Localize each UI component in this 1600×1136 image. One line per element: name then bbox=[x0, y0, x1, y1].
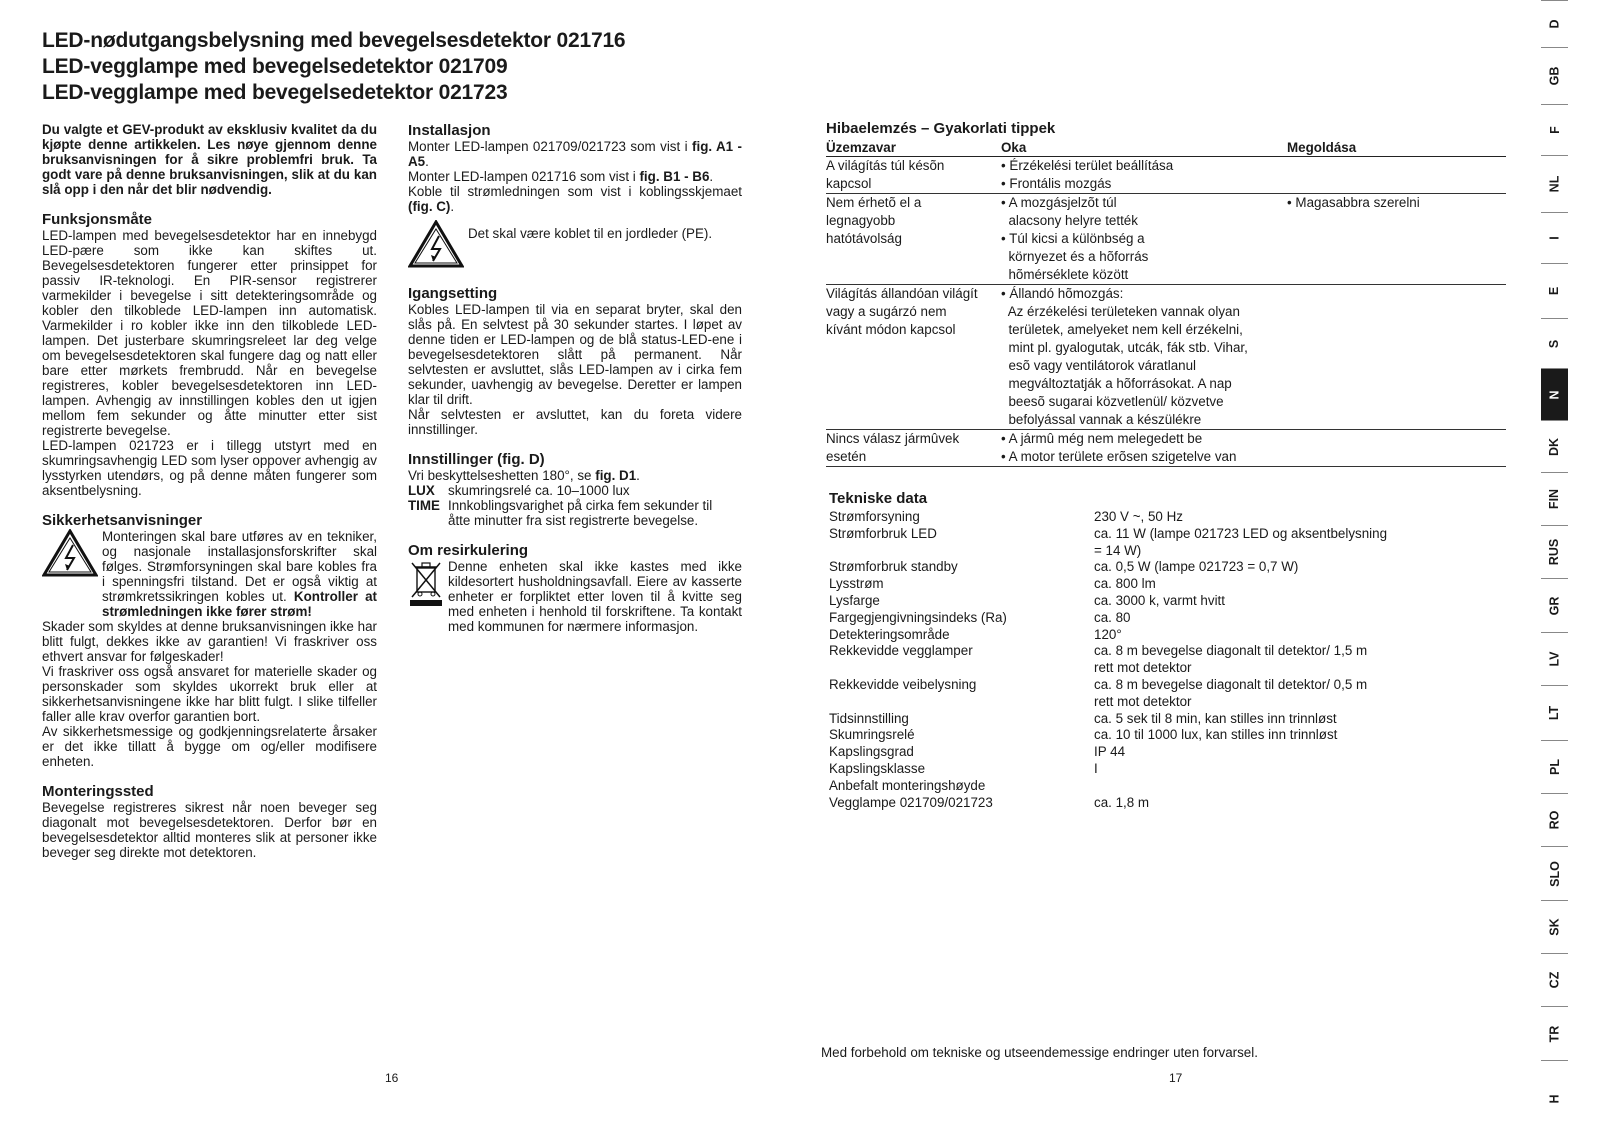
language-tab-label: LV bbox=[1547, 651, 1562, 667]
table-row bbox=[826, 430, 1506, 467]
tech-row bbox=[829, 711, 1389, 728]
tech-row bbox=[829, 509, 1389, 526]
language-tab-e[interactable] bbox=[1541, 263, 1568, 318]
language-tab-slo[interactable] bbox=[1541, 846, 1568, 900]
tech-label: Strømforbruk standby bbox=[829, 559, 958, 575]
table-row bbox=[826, 157, 1506, 194]
language-tab-label: S bbox=[1547, 339, 1562, 348]
cause-text: Az érzékelési területeken vannak olyan bbox=[1001, 304, 1240, 319]
tech-row bbox=[829, 677, 1389, 711]
document-titles bbox=[42, 28, 802, 106]
cause-text: környezet és a hõforrás bbox=[1001, 249, 1149, 264]
tech-value: 230 V ~, 50 Hz bbox=[1094, 509, 1183, 524]
safety-warning-block bbox=[42, 529, 377, 619]
tech-row bbox=[829, 761, 1389, 778]
settings-line-1: Vri beskyttelseshetten 180°, se bbox=[408, 468, 596, 483]
problem-text: kapcsol bbox=[826, 176, 872, 191]
cause-text: hõmérséklete között bbox=[1001, 267, 1129, 282]
settings-fig-d1: fig. D1 bbox=[595, 468, 637, 483]
solution-text bbox=[1287, 430, 1506, 467]
install-line-2: Monter LED-lampen 021716 som vist i bbox=[408, 169, 640, 184]
tech-label: Lysstrøm bbox=[829, 576, 884, 592]
language-tab-s[interactable] bbox=[1541, 318, 1568, 368]
language-tab-rus[interactable] bbox=[1541, 525, 1568, 578]
montering-paragraph: Bevegelse registreres sikrest når noen beveger seg diagonalt mot bevegelsesdetektoren. Derfor bør en bevegelsesdetektor alltid monteres slik at personer ikke beveger seg direkte mot detektoren. bbox=[42, 800, 377, 860]
language-tab-label: SK bbox=[1547, 918, 1562, 936]
problem-text: Nincs válasz jármûvek bbox=[826, 431, 960, 446]
heading-resirkulering: Om resirkulering bbox=[408, 542, 529, 559]
tech-label: Vegglampe 021709/021723 bbox=[829, 794, 993, 810]
language-tabs bbox=[1541, 0, 1568, 1136]
left-column bbox=[42, 122, 377, 860]
middle-column: Installasjon Monter LED-lampen 021709/021723 som vist i fig. A1 - A5. Monter LED-lampen 021716 som vist i fig. B1 - B6. Koble til strømledningen som vist i koblingsskjemaet (fig. C). Det skal være koblet til en jordleder (PE). Igangsetting Kobles LED-lampen til via en separat bryter, skal den slås på. En selvtest på 30 sekunder startes. I løpet av denne tiden er LED-lampen og de blå status-LED-ene i bevegelsesdetektoren slått på permanent. Når selvtesten er avsluttet, slås LED-lampen av i cirka fem sekunder, uavhengig av bevegelse. Deretter er lampen klar til drift. Når selvtesten er avsluttet, kan du foreta videre innstillinger. Innstillinger (fig. D) Vri beskyttelseshetten 180°, se fig. D1. LUX skumringsrelé ca. 10–1000 lux TIME Innkoblingsvarighet på cirka fem sekunder til åtte minutter fra sist registrerte bevegelse. Om resirkulering Denne enheten skal ikke kastes med ikke kildesortert husholdningsavfall. Eiere av kasserte enheter er forpliktet etter loven til å kvitte seg med enheten i henhold til forskriftene. Ta kontakt med kommunen for nærmere informasjon. bbox=[408, 122, 742, 634]
tech-label: Anbefalt monteringshøyde bbox=[829, 777, 986, 793]
tech-value: ca. 1,8 m bbox=[1094, 794, 1150, 810]
heading-innstillinger: Innstillinger (fig. D) bbox=[408, 451, 545, 468]
tech-value: ca. 800 lm bbox=[1094, 576, 1156, 592]
page-number-left: 16 bbox=[385, 1071, 399, 1085]
troubleshooting-heading: Hibaelemzés – Gyakorlati tippek bbox=[826, 120, 1056, 137]
tech-label: Rekkevidde vegglamper bbox=[829, 643, 973, 659]
cause-text: • A motor területe erõsen szigetelve van bbox=[1001, 449, 1237, 464]
funksjon-paragraph-1: LED-lampen med bevegelsesdetektor har en innebygd LED-pære som ikke kan skiftes ut. Bevegelsesdetektoren fungerer etter prinsippet for passiv IR-teknologi. En PIR-sensor registrerer varmekilder i bevegelse i sitt detekteringsområde og kobler den tilkoblede LED-lampen inn automatisk. Varmekilder i ro kobler ikke inn den tilkoblede LED-lampen. Det justerbare skumringsreleet lar deg velge om bevegelsesdetektoren skal fungere dag og natt eller bare etter mørkets frembrudd. Når en bevegelse registreres, kobler bevegelsesdetektoren inn LED-lampen. Avhengig av innstillingen kobles den ut igjen mellom fem sekunder og åtte minutter etter sist registrerte bevegelse. bbox=[42, 228, 377, 438]
tech-label: Skumringsrelé bbox=[829, 727, 915, 743]
language-tab-pl[interactable] bbox=[1541, 740, 1568, 793]
language-tab-label: N bbox=[1547, 389, 1562, 400]
problem-text: vagy a sugárzó nem bbox=[826, 304, 947, 319]
crossed-bin-icon bbox=[408, 559, 446, 610]
technical-data-list bbox=[829, 509, 1389, 811]
igangsetting-paragraph-2: Når selvtesten er avsluttet, kan du foreta videre innstillinger. bbox=[408, 407, 742, 437]
tech-label: Rekkevidde veibelysning bbox=[829, 676, 977, 692]
tech-value: I bbox=[1094, 760, 1098, 776]
tech-row bbox=[829, 795, 1389, 812]
language-tab-n[interactable] bbox=[1541, 368, 1568, 420]
install-line-3: Koble til strømledningen som vist i koblingsskjemaet bbox=[408, 184, 742, 199]
cause-text: befolyással vannak a készülékre bbox=[1001, 412, 1202, 427]
language-tab-label: PL bbox=[1547, 759, 1562, 775]
language-tab-label: DK bbox=[1547, 437, 1562, 456]
table-row bbox=[826, 194, 1506, 285]
safety-paragraph-2: Skader som skyldes at denne bruksanvisningen ikke har blitt fulgt, dekkes ikke av garantien! Vi fraskriver oss ethvert ansvar for følgeskader! bbox=[42, 619, 377, 664]
language-tab-label: CZ bbox=[1547, 971, 1562, 989]
language-tab-sk[interactable] bbox=[1541, 900, 1568, 953]
tech-row bbox=[829, 576, 1389, 593]
tech-label: Strømforbruk LED bbox=[829, 525, 937, 541]
tech-row bbox=[829, 559, 1389, 576]
column-header-cause: Oka bbox=[1001, 140, 1287, 157]
tech-value: ca. 8 m bevegelse diagonalt til detektor/ 1,5 m rett mot detektor bbox=[1094, 643, 1368, 676]
footnote: Med forbehold om tekniske og utseendemessige endringer uten forvarsel. bbox=[821, 1045, 1258, 1060]
tech-value: ca. 0,5 W (lampe 021723 = 0,7 W) bbox=[1094, 559, 1299, 575]
language-tab-fin[interactable] bbox=[1541, 472, 1568, 525]
problem-text: A világítás túl késõn bbox=[826, 158, 945, 173]
language-tab-f[interactable] bbox=[1541, 104, 1568, 155]
intro-paragraph: Du valgte et GEV-produkt av eksklusiv kvalitet da du kjøpte denne artikkelen. Les nøye gjennom denne bruksanvisningen for å sikre problemfri bruk. Ta godt vare på denne bruksanvisningen, slik at du kan slå opp i den når det blir nødvendig. bbox=[42, 122, 377, 197]
problem-text: kívánt módon kapcsol bbox=[826, 322, 956, 337]
tech-value: ca. 80 bbox=[1094, 609, 1131, 625]
recycle-block bbox=[408, 559, 742, 634]
tech-value: ca. 8 m bevegelse diagonalt til detektor/ 0,5 m rett mot detektor bbox=[1094, 676, 1368, 709]
heading-installasjon: Installasjon bbox=[408, 122, 491, 139]
cause-text: területek, amelyeket nem kell érzékelni, bbox=[1001, 322, 1243, 337]
language-tab-ro[interactable] bbox=[1541, 793, 1568, 846]
tech-label: Kapslingsklasse bbox=[829, 760, 926, 776]
tech-value bbox=[1094, 778, 1389, 795]
language-tab-lt[interactable] bbox=[1541, 685, 1568, 740]
cause-text: alacsony helyre tették bbox=[1001, 213, 1138, 228]
tech-value: IP 44 bbox=[1094, 744, 1126, 760]
technical-data-heading: Tekniske data bbox=[829, 490, 928, 507]
cause-text: esõ vagy ventilátorok váratlanul bbox=[1001, 358, 1197, 373]
language-tab-nl[interactable] bbox=[1541, 155, 1568, 212]
tech-label: Lysfarge bbox=[829, 592, 880, 608]
tech-row bbox=[829, 627, 1389, 644]
lux-value: skumringsrelé ca. 10–1000 lux bbox=[448, 483, 630, 498]
cause-text: • Frontális mozgás bbox=[1001, 176, 1112, 191]
settings-lux bbox=[408, 483, 742, 498]
column-header-problem: Üzemzavar bbox=[826, 140, 1001, 157]
cause-text: megváltoztatják a hõforrásokat. A nap bbox=[1001, 376, 1232, 391]
language-tab-label: H bbox=[1547, 1093, 1562, 1104]
table-row bbox=[826, 285, 1506, 430]
install-fig-b: fig. B1 - B6 bbox=[639, 169, 710, 184]
tech-label: Kapslingsgrad bbox=[829, 744, 914, 760]
install-fig-c: (fig. C) bbox=[408, 199, 451, 214]
solution-text: • Magasabbra szerelni bbox=[1287, 194, 1506, 285]
tech-row bbox=[829, 593, 1389, 610]
cause-text: • Állandó hõmozgás: bbox=[1001, 286, 1124, 301]
lux-key: LUX bbox=[408, 483, 435, 498]
problem-text: legnagyobb bbox=[826, 213, 896, 228]
language-tab-label: RUS bbox=[1547, 538, 1562, 566]
title-line-2: LED-vegglampe med bevegelsedetektor 021709 bbox=[42, 55, 508, 78]
language-tab-label: NL bbox=[1547, 175, 1562, 193]
tech-row bbox=[829, 778, 1389, 795]
technical-data-section bbox=[829, 490, 1389, 811]
column-header-solution: Megoldása bbox=[1287, 140, 1506, 157]
language-tab-label: LT bbox=[1547, 705, 1562, 721]
language-tab-gb[interactable] bbox=[1541, 47, 1568, 104]
pe-note bbox=[408, 220, 742, 271]
language-tab-label: TR bbox=[1547, 1025, 1562, 1042]
tech-label: Detekteringsområde bbox=[829, 626, 950, 642]
high-voltage-warning-icon bbox=[42, 529, 98, 577]
language-tab-dk[interactable] bbox=[1541, 420, 1568, 472]
tech-row bbox=[829, 744, 1389, 761]
problem-text: Nem érhetõ el a bbox=[826, 195, 922, 210]
cause-text: mint pl. gyalogutak, utcák, fák stb. Vihar, bbox=[1001, 340, 1248, 355]
igangsetting-paragraph-1: Kobles LED-lampen til via en separat bryter, skal den slås på. En selvtest på 30 sekunder startes. I løpet av denne tiden er LED-lampen og de blå status-LED-ene i bevegelsesdetektoren slått på permanent. Når selvtesten er avsluttet, slås LED-lampen av i cirka fem sekunder, uavhengig av bevegelse. Deretter er lampen klar til drift. bbox=[408, 302, 742, 407]
troubleshooting-section bbox=[826, 120, 1506, 467]
tech-label: Strømforsyning bbox=[829, 509, 920, 524]
safety-text-bold: Kontroller at strømledningen ikke fører strøm! bbox=[102, 589, 377, 619]
language-tab-d[interactable] bbox=[1541, 0, 1568, 47]
problem-text: Világítás állandóan világít bbox=[826, 286, 978, 301]
install-fig-a: fig. A1 - A5 bbox=[408, 139, 742, 169]
tech-value: ca. 3000 k, varmt hvitt bbox=[1094, 592, 1225, 608]
language-tab-i[interactable] bbox=[1541, 212, 1568, 263]
heading-igangsetting: Igangsetting bbox=[408, 285, 498, 302]
heading-sikkerhet: Sikkerhetsanvisninger bbox=[42, 512, 203, 529]
tech-value: ca. 11 W (lampe 021723 LED og aksentbelysning = 14 W) bbox=[1094, 525, 1388, 558]
language-tab-label: FIN bbox=[1547, 488, 1562, 510]
language-tab-label: I bbox=[1547, 236, 1562, 240]
problem-text: esetén bbox=[826, 449, 867, 464]
language-tab-lv[interactable] bbox=[1541, 632, 1568, 685]
title-line-1: LED-nødutgangsbelysning med bevegelsesdetektor 021716 bbox=[42, 29, 626, 52]
recycle-text: Denne enheten skal ikke kastes med ikke kildesortert husholdningsavfall. Eiere av kasserte enheter er forpliktet etter loven til å kvitte seg med enheten i henhold til forskriftene. Ta kontakt med kommunen for nærmere informasjon. bbox=[448, 559, 742, 634]
tech-value: ca. 5 sek til 8 min, kan stilles inn trinnløst bbox=[1094, 710, 1337, 726]
language-tab-label: D bbox=[1547, 19, 1562, 29]
cause-text: • A mozgásjelzõt túl bbox=[1001, 195, 1117, 210]
heading-funksjonsmate: Funksjonsmåte bbox=[42, 211, 153, 228]
cause-text: • Érzékelési terület beállítása bbox=[1001, 158, 1174, 173]
language-tab-label: GB bbox=[1547, 66, 1562, 86]
language-tab-tr[interactable] bbox=[1541, 1006, 1568, 1060]
install-line-1: Monter LED-lampen 021709/021723 som vist i bbox=[408, 139, 693, 154]
tech-row bbox=[829, 610, 1389, 627]
troubleshooting-table bbox=[826, 140, 1506, 467]
language-tab-label: F bbox=[1547, 126, 1562, 134]
title-line-3: LED-vegglampe med bevegelsedetektor 021723 bbox=[42, 81, 508, 104]
tech-value: 120° bbox=[1094, 626, 1122, 642]
settings-time bbox=[408, 498, 742, 528]
tech-row bbox=[829, 526, 1389, 560]
solution-text bbox=[1287, 285, 1506, 430]
safety-paragraph-3: Vi fraskriver oss også ansvaret for materielle skader og personskader som skyldes ukorrekt bruk eller at sikkerhetsanvisningene ikke har blitt fulgt. I slike tilfeller faller alle krav overfor garantien bort. bbox=[42, 664, 377, 724]
tech-row bbox=[829, 643, 1389, 677]
tech-value: ca. 10 til 1000 lux, kan stilles inn trinnløst bbox=[1094, 727, 1338, 743]
safety-paragraph-4: Av sikkerhetsmessige og godkjenningsrelaterte årsaker er det ikke tillatt å bygge om og/eller modifisere enheten. bbox=[42, 724, 377, 769]
tech-row bbox=[829, 727, 1389, 744]
safety-text-1: Monteringen skal bare utføres av en tekniker, og nasjonale installasjonsforskrifter skal følges. Strømforsyningen skal bare kobles fra i spenningsfri tilstand. Det er også viktig at strømkretssikringen kobles ut. bbox=[102, 529, 377, 604]
high-voltage-warning-icon bbox=[408, 220, 464, 271]
language-tab-gr[interactable] bbox=[1541, 578, 1568, 632]
cause-text: • Túl kicsi a különbség a bbox=[1001, 231, 1145, 246]
time-value: Innkoblingsvarighet på cirka fem sekunder til åtte minutter fra sist registrerte bevegelse. bbox=[448, 498, 713, 528]
funksjon-paragraph-2: LED-lampen 021723 er i tillegg utstyrt med en skumringsavhengig LED som lyser oppover avhengig av lysstyrken utendørs, og på denne måten fungerer som aksentbelysning. bbox=[42, 438, 377, 498]
solution-text bbox=[1287, 157, 1506, 194]
time-key: TIME bbox=[408, 498, 440, 513]
language-tab-label: E bbox=[1547, 286, 1562, 296]
language-tab-h[interactable] bbox=[1541, 1060, 1568, 1136]
language-tab-label: GR bbox=[1547, 596, 1562, 615]
language-tab-label: SLO bbox=[1547, 860, 1562, 887]
heading-monteringssted: Monteringssted bbox=[42, 783, 154, 800]
problem-text: hatótávolság bbox=[826, 231, 902, 246]
language-tab-label: RO bbox=[1547, 810, 1562, 830]
tech-label: Tidsinnstilling bbox=[829, 710, 909, 726]
cause-text: beesõ sugarai közvetlenül/ közvetve bbox=[1001, 394, 1224, 409]
cause-text: • A jármû még nem melegedett be bbox=[1001, 431, 1203, 446]
page-number-right: 17 bbox=[1169, 1071, 1183, 1085]
tech-label: Fargegjengivningsindeks (Ra) bbox=[829, 609, 1007, 625]
pe-note-text: Det skal være koblet til en jordleder (PE). bbox=[468, 226, 713, 241]
language-tab-cz[interactable] bbox=[1541, 953, 1568, 1006]
